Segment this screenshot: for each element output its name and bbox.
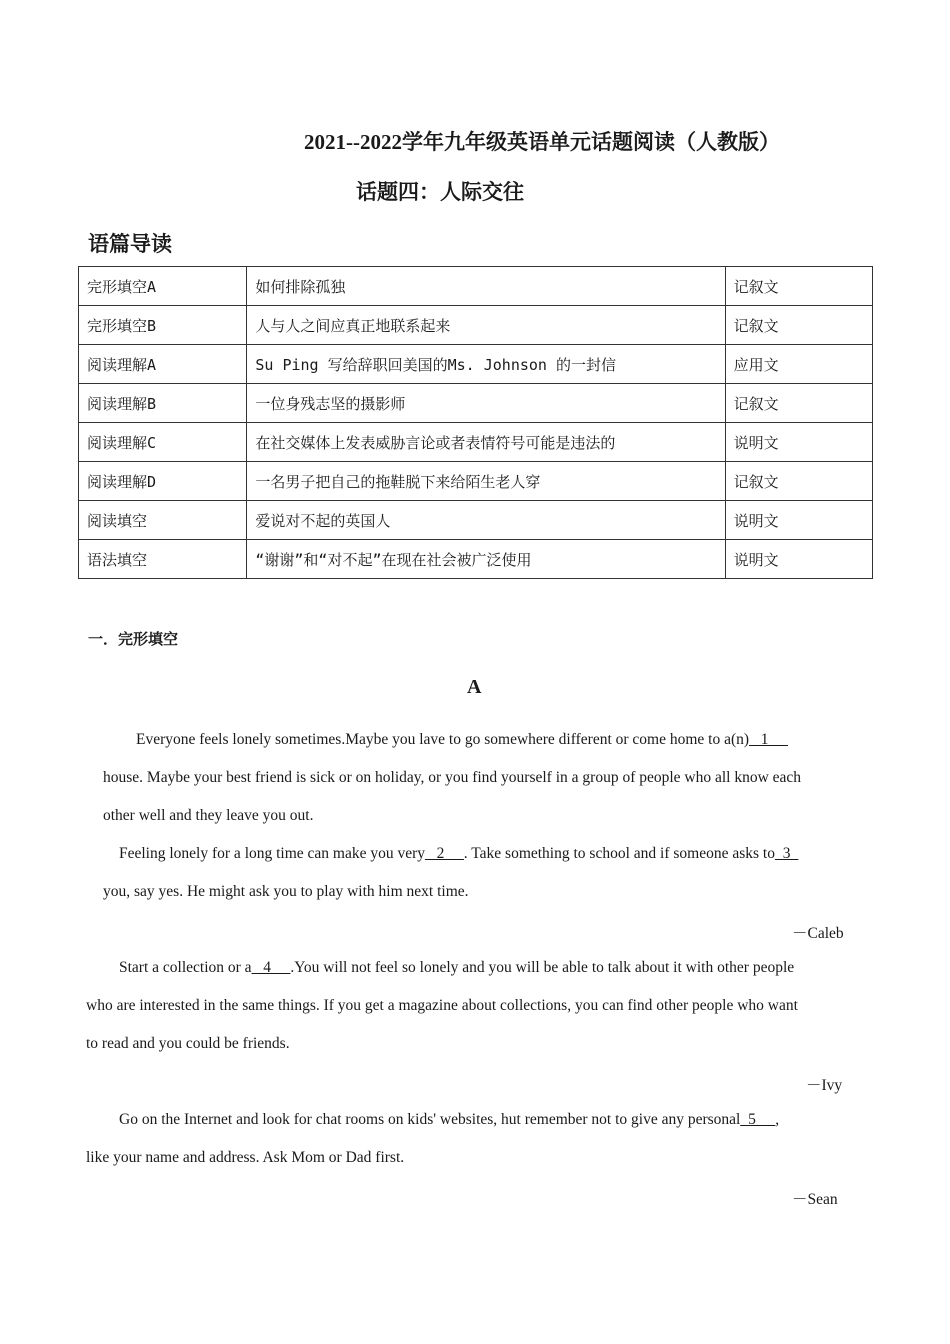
intro-heading: 语篇导读 [88,232,172,256]
passage-letter: A [467,676,482,698]
table-row [79,540,873,579]
item-type-cell: 完形填空B [79,306,247,345]
item-topic-cell: 爱说对不起的英国人 [247,501,725,540]
line-text: .You will not feel so lonely and you will be able to talk about it with other people [290,959,795,976]
paragraph-line: to read and you could be friends. [86,1035,290,1052]
table-row [79,501,873,540]
item-genre-cell: 说明文 [725,540,872,579]
item-topic-cell: 如何排除孤独 [247,267,725,306]
item-type-cell: 完形填空A [79,267,247,306]
item-genre-cell: 记叙文 [725,462,872,501]
item-genre-cell: 记叙文 [725,267,872,306]
table-row [79,345,873,384]
table-row [79,423,873,462]
line-text: Everyone feels lonely sometimes.Maybe you lave to go somewhere different or come home to a(n) [136,731,750,748]
signature-caleb: －Caleb [792,925,844,942]
item-topic-cell: “谢谢”和“对不起”在现在社会被广泛使用 [247,540,725,579]
table-row [79,462,873,501]
paragraph-line [119,1111,779,1129]
line-text: . Take something to school and if someone asks to [463,845,775,862]
blank-5: _5 __ [740,1111,776,1128]
item-type-cell: 阅读填空 [79,501,247,540]
item-type-cell: 阅读理解A [79,345,247,384]
item-genre-cell: 说明文 [725,501,872,540]
line-text: Start a collection or a [119,959,252,976]
table-row [79,384,873,423]
item-genre-cell: 记叙文 [725,306,872,345]
paragraph-line: like your name and address. Ask Mom or Dad first. [86,1149,405,1166]
line-text: Feeling lonely for a long time can make you very [119,845,426,862]
item-genre-cell: 说明文 [725,423,872,462]
item-genre-cell: 记叙文 [725,384,872,423]
item-topic-cell: 一位身残志坚的摄影师 [247,384,725,423]
signature-ivy: －Ivy [806,1077,843,1094]
document-title: 2021--2022学年九年级英语单元话题阅读（人教版） [304,130,780,154]
blank-2: _ 2 __ [425,845,464,862]
table-row [79,267,873,306]
signature-sean: －Sean [792,1191,838,1208]
item-topic-cell: 在社交媒体上发表威胁言论或者表情符号可能是违法的 [247,423,725,462]
item-topic-cell: 人与人之间应真正地联系起来 [247,306,725,345]
line-text: Go on the Internet and look for chat rooms on kids' websites, hut remember not to give any personal [119,1111,741,1128]
paragraph-line: you, say yes. He might ask you to play with him next time. [103,883,469,900]
section-heading: 一．完形填空 [88,630,179,648]
blank-3: _3_ [774,845,799,862]
table-row [79,306,873,345]
item-type-cell: 阅读理解C [79,423,247,462]
paragraph-line [119,845,798,863]
item-type-cell: 阅读理解B [79,384,247,423]
blank-4: _ 4 __ [251,959,291,976]
paragraph-line: house. Maybe your best friend is sick or on holiday, or you find yourself in a group of people who all know each [103,769,802,786]
topic-subtitle: 话题四：人际交往 [356,180,524,204]
paragraph-line: who are interested in the same things. If you get a magazine about collections, you can find other people who want [86,997,798,1014]
item-type-cell: 阅读理解D [79,462,247,501]
blank-1: _ 1 __ [749,731,788,748]
item-genre-cell: 应用文 [725,345,872,384]
paragraph-line [119,959,794,977]
item-topic-cell: Su Ping 写给辞职回美国的Ms. Johnson 的一封信 [247,345,725,384]
item-type-cell: 语法填空 [79,540,247,579]
item-topic-cell: 一名男子把自己的拖鞋脱下来给陌生老人穿 [247,462,725,501]
paragraph-line [136,731,788,749]
paragraph-line: other well and they leave you out. [103,807,314,824]
guide-table [78,266,873,579]
line-text: , [775,1111,780,1128]
